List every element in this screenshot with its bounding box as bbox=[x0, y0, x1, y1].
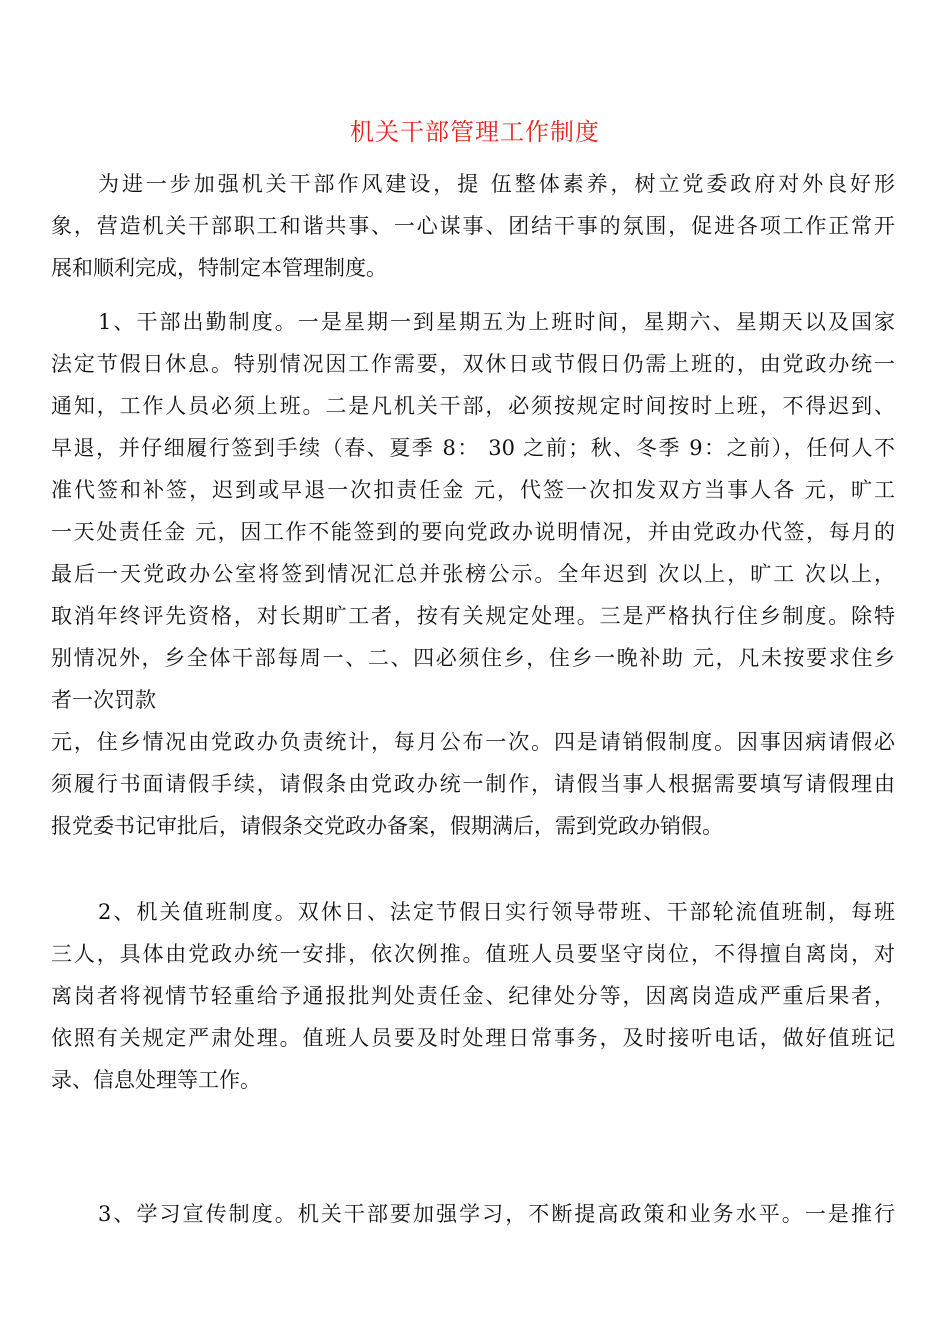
text-line: 录、信息处理等工作。 bbox=[51, 1068, 261, 1092]
text-line: 为进一步加强机关干部作风建设，提 伍整体素养，树立党委政府对外良好形 bbox=[98, 172, 895, 196]
text-line: 者一次罚款 bbox=[51, 688, 156, 712]
text-line: 准代签和补签，迟到或早退一次扣责任金 元，代签一次扣发双方当事人各 元，旷工 bbox=[51, 478, 895, 502]
paragraph-duty bbox=[51, 891, 895, 1101]
intro-paragraph bbox=[51, 163, 895, 289]
paragraph-attendance bbox=[51, 301, 895, 847]
text-line: 2、机关值班制度。双休日、法定节假日实行领导带班、干部轮流值班制，每班 bbox=[98, 900, 895, 924]
text-line: 离岗者将视情节轻重给予通报批判处责任金、纪律处分等，因离岗造成严重后果者， bbox=[51, 984, 895, 1008]
text-line: 3、学习宣传制度。机关干部要加强学习，不断提高政策和业务水平。一是推行 bbox=[98, 1202, 895, 1226]
text-line: 早退，并仔细履行签到手续（春、夏季 8： 30 之前；秋、冬季 9：之前），任何人不 bbox=[51, 436, 895, 460]
text-line: 象，营造机关干部职工和谐共事、一心谋事、团结干事的氛围，促进各项工作正常开 bbox=[51, 214, 895, 238]
text-line: 法定节假日休息。特别情况因工作需要，双休日或节假日仍需上班的，由党政办统一 bbox=[51, 352, 895, 376]
text-line: 元，住乡情况由党政办负责统计，每月公布一次。四是请销假制度。因事因病请假必 bbox=[51, 730, 895, 754]
text-line: 依照有关规定严肃处理。值班人员要及时处理日常事务，及时接听电话，做好值班记 bbox=[51, 1026, 895, 1050]
text-line: 一天处责任金 元，因工作不能签到的要向党政办说明情况，并由党政办代签，每月的 bbox=[51, 520, 895, 544]
text-line: 通知，工作人员必须上班。二是凡机关干部，必须按规定时间按时上班，不得迟到、 bbox=[51, 394, 895, 418]
text-line: 别情况外，乡全体干部每周一、二、四必须住乡，住乡一晚补助 元，凡未按要求住乡 bbox=[51, 646, 896, 670]
document-title: 机关干部管理工作制度 bbox=[350, 118, 600, 146]
text-line: 报党委书记审批后，请假条交党政办备案，假期满后，需到党政办销假。 bbox=[51, 814, 723, 838]
paragraph-study bbox=[51, 1193, 895, 1235]
text-line: 展和顺利完成，特制定本管理制度。 bbox=[51, 256, 387, 280]
text-line: 取消年终评先资格，对长期旷工者，按有关规定处理。三是严格执行住乡制度。除特 bbox=[51, 604, 895, 628]
text-line: 须履行书面请假手续，请假条由党政办统一制作，请假当事人根据需要填写请假理由 bbox=[51, 772, 895, 796]
text-line: 1、干部出勤制度。一是星期一到星期五为上班时间，星期六、星期天以及国家 bbox=[98, 310, 895, 334]
text-line: 最后一天党政办公室将签到情况汇总并张榜公示。全年迟到 次以上，旷工 次以上， bbox=[51, 562, 895, 586]
text-line: 三人，具体由党政办统一安排，依次例推。值班人员要坚守岗位，不得擅自离岗，对 bbox=[51, 942, 895, 966]
